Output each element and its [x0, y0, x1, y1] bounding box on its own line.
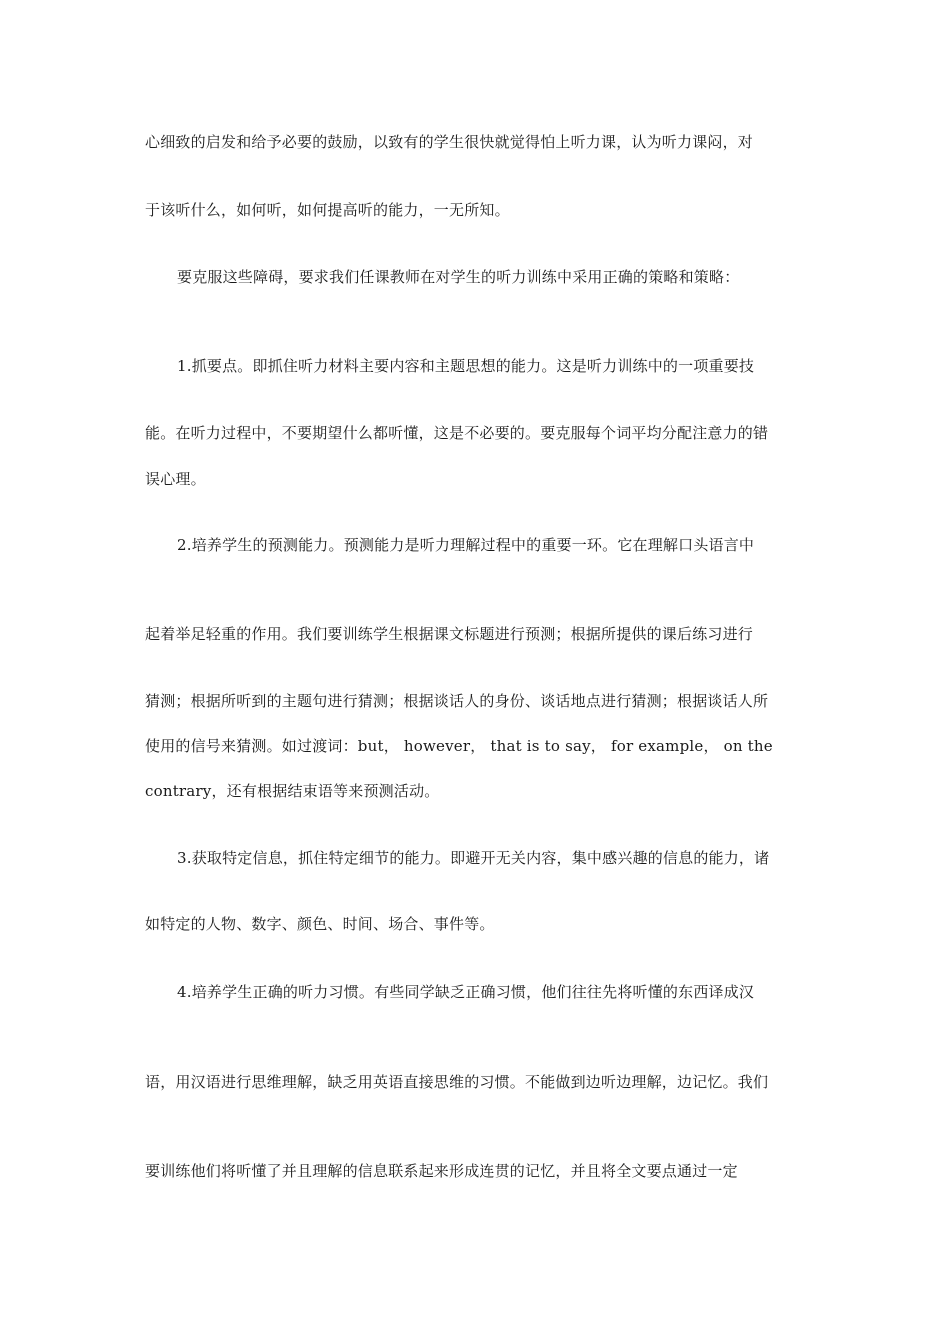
- text-line-9: [145, 691, 807, 711]
- line-11-text: contrary，还有根据结束语等来预测活动。: [145, 782, 440, 800]
- line-13-text: 如特定的人物、数字、颜色、时间、场合、事件等。: [145, 915, 495, 933]
- text-line-8: [145, 624, 807, 644]
- line-9-text: 猜测；根据所听到的主题句进行猜测；根据谈话人的身份、谈话地点进行猜测；根据谈话人所: [145, 692, 769, 710]
- line-8-text: 起着举足轻重的作用。我们要训练学生根据课文标题进行预测；根据所提供的课后练习进行: [145, 625, 754, 643]
- line-1-text: 心细致的启发和给予必要的鼓励，以致有的学生很快就觉得怕上听力课，认为听力课闷，对: [145, 133, 754, 151]
- line-4-text: 1.抓要点。即抓住听力材料主要内容和主题思想的能力。这是听力训练中的一项重要技: [177, 357, 755, 375]
- text-line-13: [145, 914, 807, 934]
- line-6-text: 误心理。: [145, 470, 206, 488]
- text-line-11: [145, 781, 807, 801]
- line-12-text: 3.获取特定信息，抓住特定细节的能力。即避开无关内容，集中感兴趣的信息的能力，诸: [177, 849, 770, 867]
- line-10-text: 使用的信号来猜测。如过渡词：but， however， that is to say， for example， on the: [145, 737, 773, 755]
- line-14-text: 4.培养学生正确的听力习惯。有些同学缺乏正确习惯，他们往往先将听懂的东西译成汉: [177, 983, 755, 1001]
- text-line-6: [145, 469, 807, 489]
- line-3-text: 要克服这些障碍，要求我们任课教师在对学生的听力训练中采用正确的策略和策略：: [177, 268, 740, 286]
- text-line-1: [145, 132, 807, 152]
- line-15-text: 语，用汉语进行思维理解，缺乏用英语直接思维的习惯。不能做到边听边理解，边记忆。我们: [145, 1073, 769, 1091]
- text-line-14: [177, 982, 807, 1002]
- text-line-3: [177, 267, 807, 287]
- line-16-text: 要训练他们将听懂了并且理解的信息联系起来形成连贯的记忆，并且将全文要点通过一定: [145, 1162, 738, 1180]
- text-line-7: [177, 535, 807, 555]
- text-line-16: [145, 1161, 807, 1181]
- text-line-12: [177, 848, 807, 868]
- text-line-10: [145, 736, 807, 756]
- line-7-text: 2.培养学生的预测能力。预测能力是听力理解过程中的重要一环。它在理解口头语言中: [177, 536, 755, 554]
- text-line-5: [145, 423, 807, 443]
- text-line-15: [145, 1072, 807, 1092]
- line-2-text: 于该听什么，如何听，如何提高听的能力，一无所知。: [145, 201, 510, 219]
- text-line-2: [145, 200, 807, 220]
- text-line-4: [177, 356, 807, 376]
- line-5-text: 能。在听力过程中，不要期望什么都听懂，这是不必要的。要克服每个词平均分配注意力的错: [145, 424, 769, 442]
